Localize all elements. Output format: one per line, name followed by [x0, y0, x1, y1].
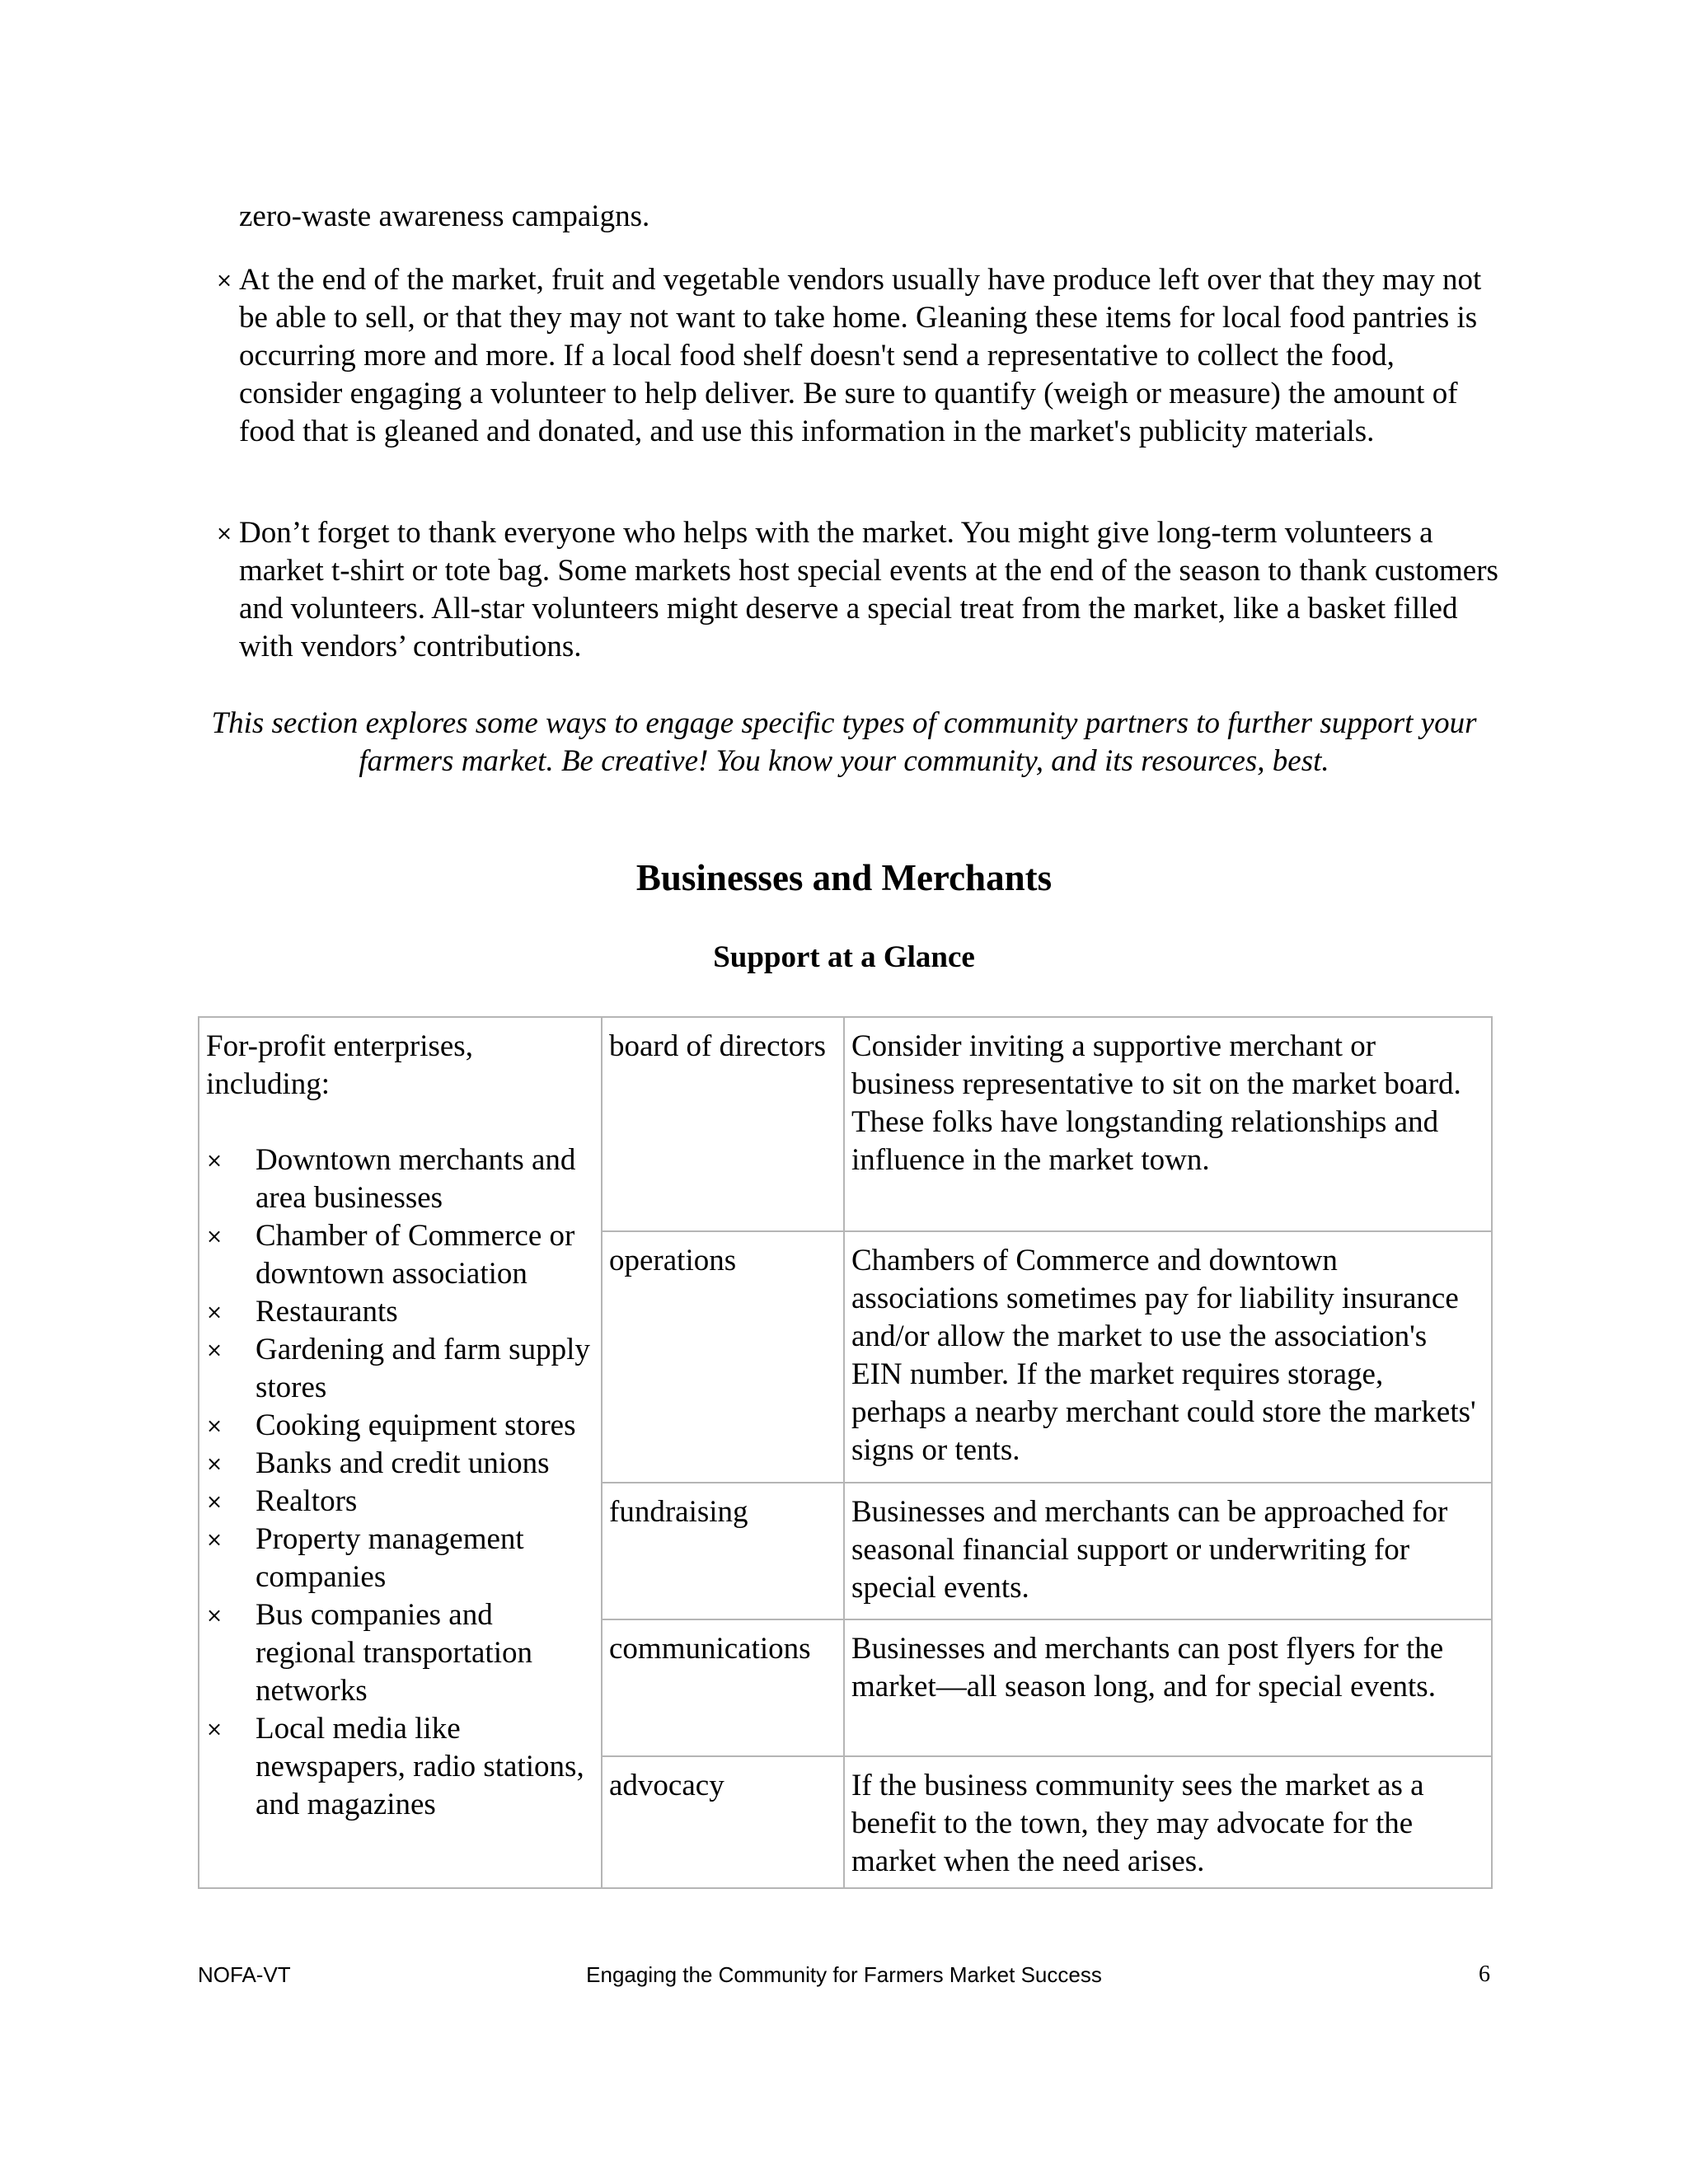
x-bullet-icon: ×: [206, 1149, 223, 1172]
enterprise-label: Local media like newspapers, radio stations, and magazines: [256, 1712, 584, 1821]
description-cell: Chambers of Commerce and downtown associations sometimes pay for liability insurance and/or allow the market to use the association's EIN number. If the market requires storage, perhaps a nearby merchant could store the markets' signs or tents.: [844, 1231, 1492, 1483]
bullet-text: Don’t forget to thank everyone who helps with the market. You might give long-term volunteers a market t-shirt or tote bag. Some markets host special events at the end of the season to thank customers and volunteers. All-star volunteers might deserve a special treat from the market, like a basket filled with vendors’ contributions.: [239, 516, 1498, 663]
category-cell: communications: [602, 1619, 844, 1756]
enterprise-cell: [199, 1017, 602, 1888]
description-cell: Businesses and merchants can be approached for seasonal financial support or underwriting for special events.: [844, 1483, 1492, 1619]
enterprise-list: [206, 1141, 594, 1824]
enterprise-label: Realtors: [256, 1484, 358, 1518]
category-cell: operations: [602, 1231, 844, 1483]
x-bullet-icon: ×: [206, 1452, 223, 1475]
footer-document-title: Engaging the Community for Farmers Market Success: [586, 1962, 1102, 1987]
description-cell: Businesses and merchants can post flyers for the market—all season long, and for special events.: [844, 1619, 1492, 1756]
enterprise-label: Property management companies: [256, 1522, 524, 1594]
bullet-text: At the end of the market, fruit and vegetable vendors usually have produce left over that they may not be able to sell, or that they may not want to take home. Gleaning these items for local food pantries is occurring more and more. If a local food shelf doesn't send a representative to collect the food, consider engaging a volunteer to help deliver. Be sure to quantify (weigh or measure) the amount of food that is gleaned and donated, and use this information in the market's publicity materials.: [239, 263, 1482, 448]
enterprise-heading: For-profit enterprises, including:: [206, 1029, 473, 1101]
bullet-item-gleaning: [216, 261, 1502, 451]
description-cell: Consider inviting a supportive merchant or business representative to sit on the market board. These folks have longstanding relationships and influence in the market town.: [844, 1017, 1492, 1231]
enterprise-label: Gardening and farm supply stores: [256, 1333, 590, 1404]
x-bullet-icon: ×: [206, 1301, 223, 1324]
list-item: [206, 1521, 594, 1596]
x-bullet-icon: ×: [206, 1338, 223, 1361]
section-subtitle: Support at a Glance: [713, 940, 975, 974]
section-intro-note: This section explores some ways to engage specific types of community partners to further support your farmers market. Be creative! You know your community, and its resources, best.: [211, 706, 1477, 778]
list-item: [206, 1141, 594, 1217]
category-cell: advocacy: [602, 1756, 844, 1888]
x-bullet-icon: ×: [216, 269, 233, 292]
section-title: Businesses and Merchants: [635, 857, 1053, 898]
x-bullet-icon: ×: [206, 1414, 223, 1437]
list-item: [206, 1483, 594, 1521]
list-item: [206, 1407, 594, 1445]
list-item: [206, 1710, 594, 1824]
support-table: [198, 1016, 1493, 1889]
enterprise-label: Cooking equipment stores: [256, 1408, 576, 1442]
x-bullet-icon: ×: [206, 1490, 223, 1513]
description-cell: If the business community sees the market as a benefit to the town, they may advocate for the market when the need arises.: [844, 1756, 1492, 1888]
list-item: [206, 1445, 594, 1483]
footer-organization: NOFA-VT: [198, 1962, 291, 1987]
table-row: [199, 1017, 1492, 1231]
continuation-text: zero-waste awareness campaigns.: [239, 199, 650, 233]
x-bullet-icon: ×: [206, 1528, 223, 1551]
x-bullet-icon: ×: [216, 522, 233, 545]
x-bullet-icon: ×: [206, 1604, 223, 1627]
x-bullet-icon: ×: [206, 1225, 223, 1248]
category-cell: fundraising: [602, 1483, 844, 1619]
enterprise-label: Bus companies and regional transportation networks: [256, 1598, 532, 1708]
enterprise-label: Restaurants: [256, 1295, 398, 1329]
enterprise-label: Downtown merchants and area businesses: [256, 1143, 576, 1215]
category-cell: board of directors: [602, 1017, 844, 1231]
x-bullet-icon: ×: [206, 1718, 223, 1741]
list-item: [206, 1217, 594, 1293]
bullet-item-thanks: [216, 514, 1502, 666]
page-number: 6: [1479, 1961, 1490, 1987]
list-item: [206, 1596, 594, 1710]
enterprise-label: Chamber of Commerce or downtown association: [256, 1219, 575, 1291]
list-item: [206, 1331, 594, 1407]
list-item: [206, 1293, 594, 1331]
enterprise-label: Banks and credit unions: [256, 1446, 550, 1480]
